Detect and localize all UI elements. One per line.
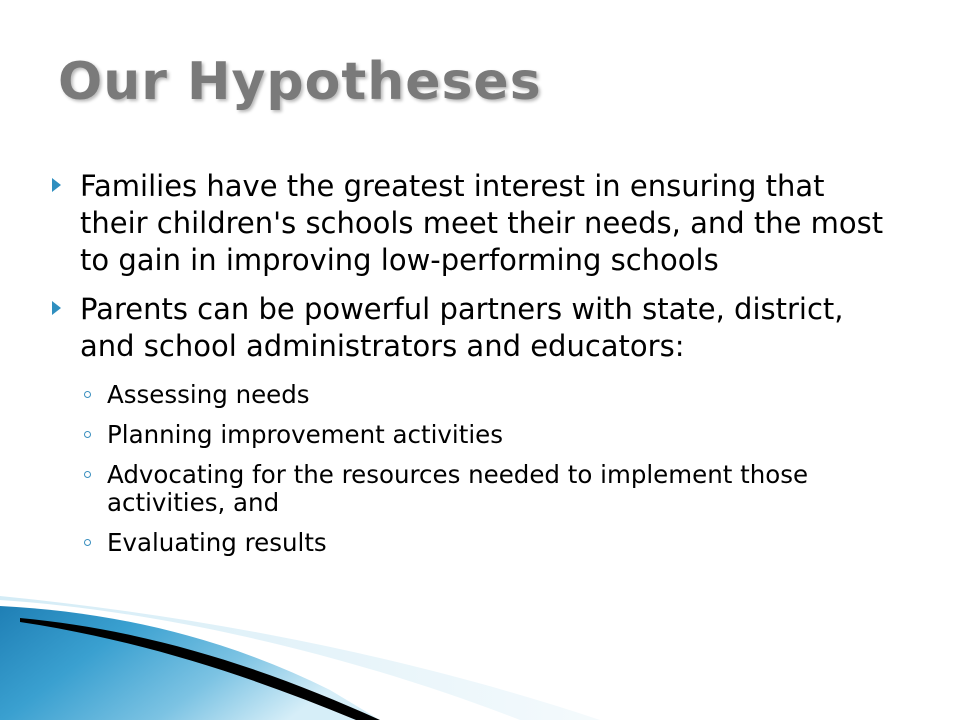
slide-content bbox=[50, 168, 900, 569]
bullet-item bbox=[50, 168, 900, 279]
sub-bullet-list bbox=[80, 381, 900, 557]
sub-bullet-text: Advocating for the resources needed to implement those activities, and bbox=[107, 460, 809, 517]
circle-bullet-icon bbox=[84, 539, 91, 546]
sub-bullet-text: Assessing needs bbox=[107, 380, 310, 409]
sub-bullet-text: Planning improvement activities bbox=[107, 420, 503, 449]
slide-title: Our Hypotheses bbox=[58, 52, 542, 112]
bullet-list bbox=[50, 168, 900, 557]
bullet-item bbox=[50, 291, 900, 557]
triangle-bullet-icon bbox=[52, 301, 61, 315]
circle-bullet-icon bbox=[84, 471, 91, 478]
circle-bullet-icon bbox=[84, 391, 91, 398]
circle-bullet-icon bbox=[84, 431, 91, 438]
sub-bullet-item bbox=[80, 529, 900, 557]
sub-bullet-item bbox=[80, 421, 900, 449]
bullet-text: Parents can be powerful partners with state, district, and school administrators and educators: bbox=[80, 292, 844, 363]
sub-bullet-item bbox=[80, 461, 900, 517]
triangle-bullet-icon bbox=[52, 178, 61, 192]
sub-bullet-text: Evaluating results bbox=[107, 528, 327, 557]
bullet-text: Families have the greatest interest in ensuring that their children's schools meet their needs, and the most to gain in improving low-performing schools bbox=[80, 169, 884, 277]
sub-bullet-item bbox=[80, 381, 900, 409]
